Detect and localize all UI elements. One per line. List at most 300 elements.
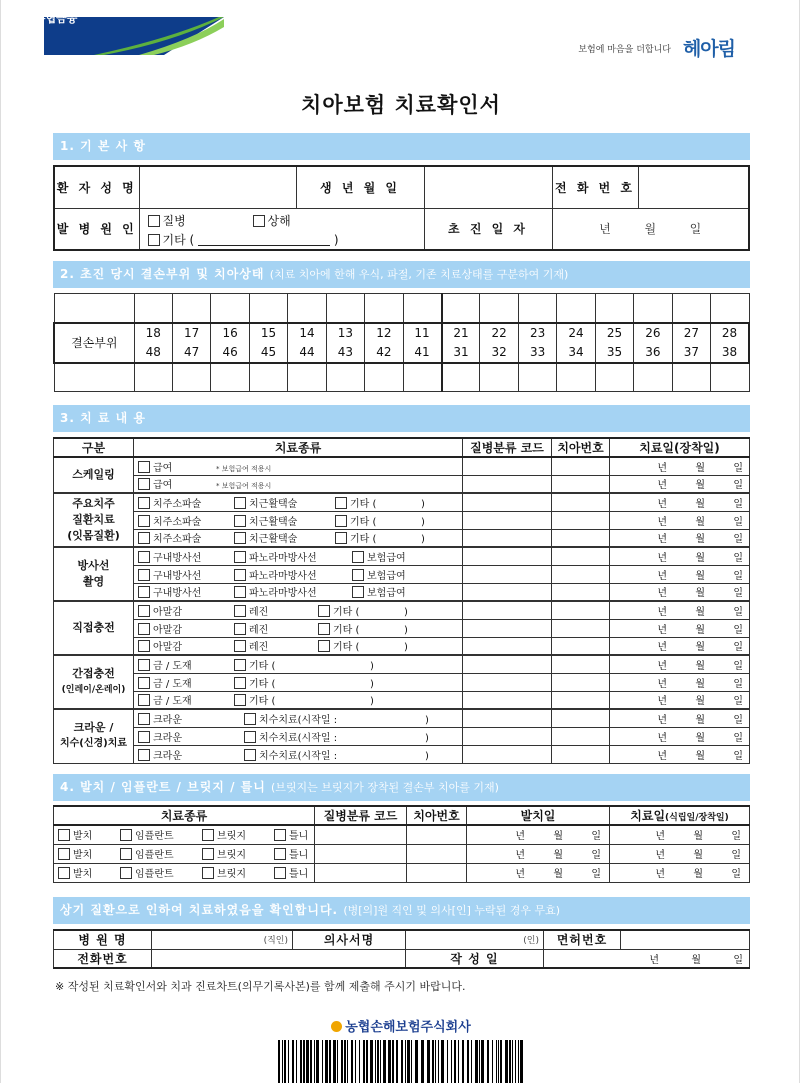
option[interactable] [138, 675, 228, 690]
blank-label-cell [54, 363, 134, 392]
disease-code-cell[interactable] [463, 691, 552, 709]
option[interactable] [138, 549, 228, 564]
treatment-group-label [54, 457, 134, 493]
option-label: 치주소파술 [153, 534, 202, 546]
paren: ) [425, 714, 429, 726]
tooth-number-cell[interactable] [552, 475, 610, 493]
checkbox[interactable] [138, 623, 150, 635]
option[interactable] [58, 865, 116, 880]
section-2-heading: 2. 초진 당시 결손부위 및 치아상태 [60, 267, 265, 281]
tooth-number-cell[interactable] [407, 825, 467, 844]
phone-label: 전 화 번 호 [552, 166, 638, 208]
option[interactable] [120, 846, 198, 861]
disease-code-cell[interactable] [315, 825, 407, 844]
tooth-number-cell[interactable] [552, 601, 610, 619]
tooth-number-cell[interactable] [552, 583, 610, 601]
option[interactable] [138, 584, 228, 599]
option[interactable] [234, 567, 346, 582]
license-label: 면허번호 [544, 930, 621, 949]
tooth-status-cell[interactable] [288, 363, 326, 392]
tooth-status-cell[interactable] [403, 363, 441, 392]
checkbox[interactable] [148, 215, 160, 227]
barcode-bar [520, 1040, 523, 1083]
tooth-status-cell[interactable] [288, 294, 326, 323]
option[interactable] [274, 865, 315, 880]
option[interactable] [58, 827, 116, 842]
treatment-row [54, 475, 750, 493]
checkbox[interactable] [335, 515, 347, 527]
option[interactable] [234, 513, 329, 528]
checkbox[interactable] [138, 569, 150, 581]
tooth-blank-row [54, 294, 749, 323]
option[interactable] [274, 846, 315, 861]
tooth-status-cell[interactable] [480, 294, 518, 323]
patient-name-label: 환 자 성 명 [54, 166, 139, 208]
checkbox[interactable] [234, 515, 246, 527]
option[interactable] [138, 621, 228, 636]
option[interactable] [138, 459, 210, 474]
option[interactable] [138, 747, 238, 762]
tooth-status-cell[interactable] [365, 363, 403, 392]
tooth-status-cell[interactable] [442, 294, 480, 323]
tooth-number-cell[interactable] [552, 709, 610, 727]
treatment-date-cell[interactable] [610, 475, 750, 493]
license-field[interactable] [621, 930, 750, 949]
treatment-options [134, 511, 463, 529]
tooth-number-cell[interactable] [552, 529, 610, 547]
tooth-number: 17 [172, 323, 210, 343]
option[interactable] [202, 846, 270, 861]
tooth-status-cell[interactable] [134, 363, 172, 392]
option[interactable] [138, 495, 228, 510]
option[interactable] [244, 747, 419, 762]
tooth-status-cell[interactable] [249, 363, 287, 392]
patient-name-field[interactable] [139, 166, 296, 208]
col-date-note: (식립일/장착일) [665, 813, 729, 823]
tooth-number: 43 [326, 343, 364, 363]
option[interactable] [234, 584, 346, 599]
group-label-line: 주요치주 [72, 497, 115, 510]
disease-code-cell[interactable] [463, 511, 552, 529]
day-label: 일 [733, 588, 743, 600]
blank-label-cell [54, 294, 134, 323]
year-label: 년 [657, 714, 667, 726]
doctor-sign-field[interactable] [406, 930, 544, 949]
checkbox[interactable] [138, 640, 150, 652]
tooth-status-cell[interactable] [518, 294, 556, 323]
option[interactable] [335, 530, 415, 545]
tooth-chart [53, 293, 750, 392]
disease-code-cell[interactable] [463, 547, 552, 565]
disease-code-cell[interactable] [463, 529, 552, 547]
checkbox[interactable] [234, 659, 246, 671]
checkbox[interactable] [234, 605, 246, 617]
disease-code-cell[interactable] [315, 863, 407, 882]
company-name [1, 1016, 800, 1035]
checkbox[interactable] [335, 532, 347, 544]
tooth-number-cell[interactable] [552, 655, 610, 673]
checkbox[interactable] [274, 848, 286, 860]
option-label: 틀니 [289, 850, 309, 861]
year-label: 년 [657, 498, 667, 510]
day-label: 일 [731, 831, 741, 843]
checkbox[interactable] [120, 867, 132, 879]
checkbox[interactable] [58, 829, 70, 841]
checkbox[interactable] [234, 497, 246, 509]
group-label-line: (잇몸질환) [67, 529, 120, 542]
option[interactable] [335, 513, 415, 528]
tooth-status-cell[interactable] [211, 363, 249, 392]
checkbox[interactable] [234, 551, 246, 563]
tooth-status-cell[interactable] [557, 363, 595, 392]
checkbox[interactable] [234, 569, 246, 581]
day-label: 일 [591, 850, 601, 861]
checkbox[interactable] [138, 749, 150, 761]
tooth-status-cell[interactable] [249, 294, 287, 323]
year-label: 년 [655, 869, 665, 880]
checkbox[interactable] [318, 605, 330, 617]
treatment-date-cell[interactable] [610, 745, 750, 763]
checkbox[interactable] [244, 731, 256, 743]
checkbox[interactable] [352, 551, 364, 563]
checkbox[interactable] [148, 234, 160, 246]
year-label: 년 [657, 696, 667, 708]
treat-date-cell[interactable] [610, 844, 750, 863]
treatment-date-cell[interactable] [610, 511, 750, 529]
checkbox[interactable] [234, 640, 246, 652]
tooth-status-cell[interactable] [557, 294, 595, 323]
slogan: 보험에 마음을 더합니다 [578, 45, 671, 55]
document-title: 치아보험 치료확인서 [301, 93, 501, 117]
option[interactable] [234, 657, 364, 672]
tooth-number: 22 [480, 323, 518, 343]
implant-row [54, 844, 750, 863]
checkbox[interactable] [58, 848, 70, 860]
treatment-date-cell[interactable] [610, 655, 750, 673]
tooth-number: 15 [249, 323, 287, 343]
disease-code-cell[interactable] [463, 745, 552, 763]
treatment-date-cell[interactable] [610, 691, 750, 709]
treatment-row [54, 493, 750, 511]
checkbox[interactable] [318, 623, 330, 635]
option[interactable] [138, 711, 238, 726]
treatment-group-label [54, 547, 134, 601]
implant-row [54, 863, 750, 882]
col-date [610, 806, 750, 825]
tooth-status-cell[interactable] [172, 294, 210, 323]
tooth-number-cell[interactable] [552, 727, 610, 745]
treatment-row [54, 619, 750, 637]
treatment-options [134, 457, 463, 475]
tooth-status-cell[interactable] [442, 363, 480, 392]
checkbox[interactable] [138, 605, 150, 617]
tooth-status-cell[interactable] [326, 294, 364, 323]
cause-disease-option[interactable] [148, 212, 186, 229]
option[interactable] [138, 513, 228, 528]
option[interactable] [318, 603, 398, 618]
checkbox[interactable] [234, 677, 246, 689]
option[interactable] [234, 675, 364, 690]
month-label: 월 [695, 750, 705, 762]
group-label-line: (인레이/온레이) [61, 685, 126, 695]
disease-code-cell[interactable] [463, 493, 552, 511]
option[interactable] [138, 692, 228, 707]
paren: ) [404, 642, 408, 654]
checkbox[interactable] [335, 497, 347, 509]
treatment-row [54, 709, 750, 727]
section-3-bar [53, 405, 750, 432]
option[interactable] [234, 603, 312, 618]
month-label: 월 [695, 498, 705, 510]
treatment-date-cell[interactable] [610, 547, 750, 565]
checkbox[interactable] [138, 731, 150, 743]
disease-code-cell[interactable] [463, 637, 552, 655]
cause-injury-option[interactable] [253, 212, 291, 229]
checkbox[interactable] [138, 694, 150, 706]
barcode-bar [292, 1040, 294, 1083]
treatment-date-cell[interactable] [610, 637, 750, 655]
tooth-status-cell[interactable] [172, 363, 210, 392]
checkbox[interactable] [138, 677, 150, 689]
cause-other-option[interactable] [148, 231, 339, 248]
checkbox[interactable] [120, 829, 132, 841]
option[interactable] [318, 638, 398, 653]
treat-date-cell[interactable] [610, 863, 750, 882]
checkbox[interactable] [202, 867, 214, 879]
option[interactable] [234, 621, 312, 636]
tooth-status-cell[interactable] [403, 294, 441, 323]
first-visit-label: 초 진 일 자 [424, 208, 552, 250]
disease-code-cell[interactable] [463, 655, 552, 673]
option[interactable] [244, 729, 419, 744]
treatment-date-cell[interactable] [610, 583, 750, 601]
tooth-status-cell[interactable] [134, 294, 172, 323]
tooth-number: 34 [557, 343, 595, 363]
tooth-status-cell[interactable] [595, 294, 633, 323]
disease-code-cell[interactable] [463, 565, 552, 583]
first-visit-field[interactable] [552, 208, 749, 250]
option[interactable] [120, 865, 198, 880]
tooth-status-cell[interactable] [365, 294, 403, 323]
tooth-status-cell[interactable] [480, 363, 518, 392]
option[interactable] [202, 827, 270, 842]
extract-date-cell[interactable] [467, 863, 610, 882]
barcode-bar [505, 1040, 508, 1083]
checkbox[interactable] [138, 478, 150, 490]
checkbox[interactable] [138, 713, 150, 725]
option-label: 아말감 [153, 642, 182, 654]
disease-code-cell[interactable] [463, 475, 552, 493]
treatment-date-cell[interactable] [610, 727, 750, 745]
option[interactable] [352, 549, 406, 564]
checkbox[interactable] [138, 586, 150, 598]
option-label: 기타 ( [249, 678, 276, 690]
option[interactable] [138, 729, 238, 744]
phone-field[interactable] [638, 166, 749, 208]
option-label: 레진 [249, 606, 269, 618]
checkbox[interactable] [274, 829, 286, 841]
option[interactable] [234, 549, 346, 564]
option[interactable] [352, 567, 406, 582]
checkbox[interactable] [234, 694, 246, 706]
tooth-number-cell[interactable] [552, 673, 610, 691]
barcode-bar [325, 1040, 328, 1083]
tooth-number: 47 [172, 343, 210, 363]
option[interactable] [234, 638, 312, 653]
treatment-date-cell[interactable] [610, 529, 750, 547]
option[interactable] [274, 827, 315, 842]
birth-date-field[interactable] [424, 166, 552, 208]
checkbox[interactable] [234, 586, 246, 598]
tooth-status-cell[interactable] [711, 363, 749, 392]
checkbox[interactable] [138, 659, 150, 671]
checkbox[interactable] [352, 569, 364, 581]
disease-code-cell[interactable] [463, 601, 552, 619]
tooth-status-cell[interactable] [595, 363, 633, 392]
checkbox[interactable] [138, 497, 150, 509]
option[interactable] [318, 621, 398, 636]
barcode-bar [300, 1040, 302, 1083]
barcode-bar [282, 1040, 283, 1083]
barcode-bar [347, 1040, 348, 1083]
option-label: 아말감 [153, 624, 182, 636]
option[interactable] [138, 530, 228, 545]
tooth-number-cell[interactable] [407, 844, 467, 863]
option[interactable] [244, 711, 419, 726]
checkbox[interactable] [138, 551, 150, 563]
tooth-number-cell[interactable] [552, 565, 610, 583]
tooth-number-cell[interactable] [552, 619, 610, 637]
implant-table [53, 805, 750, 883]
treatment-date-cell[interactable] [610, 601, 750, 619]
option[interactable] [138, 567, 228, 582]
option[interactable] [234, 530, 329, 545]
option[interactable] [335, 495, 415, 510]
treatment-options [134, 745, 463, 763]
sign-mark: (인) [523, 936, 539, 947]
disease-code-cell[interactable] [463, 709, 552, 727]
lower-teeth-row [54, 343, 749, 363]
other-blank[interactable] [198, 234, 330, 246]
tooth-number-cell[interactable] [552, 547, 610, 565]
tooth-status-cell[interactable] [518, 363, 556, 392]
checkbox[interactable] [202, 829, 214, 841]
disease-code-cell[interactable] [463, 619, 552, 637]
treatment-date-cell[interactable] [610, 457, 750, 475]
treatment-row [54, 601, 750, 619]
barcode-bar [475, 1040, 478, 1083]
checkbox[interactable] [244, 749, 256, 761]
barcode-bar [333, 1040, 336, 1083]
written-date-field[interactable] [544, 949, 750, 968]
option[interactable] [234, 692, 364, 707]
tooth-number-cell[interactable] [552, 511, 610, 529]
option[interactable] [58, 846, 116, 861]
checkbox[interactable] [234, 532, 246, 544]
checkbox[interactable] [58, 867, 70, 879]
tooth-number-cell[interactable] [552, 691, 610, 709]
disease-code-cell[interactable] [463, 583, 552, 601]
option[interactable] [138, 657, 228, 672]
treat-date-cell[interactable] [610, 825, 750, 844]
barcode-bar [458, 1040, 459, 1083]
checkbox[interactable] [120, 848, 132, 860]
disease-code-cell[interactable] [463, 457, 552, 475]
option[interactable] [120, 827, 198, 842]
option-label: 브릿지 [217, 831, 246, 843]
hospital-name-field[interactable] [152, 930, 293, 949]
tooth-status-cell[interactable] [634, 294, 672, 323]
option[interactable] [138, 638, 228, 653]
treatment-date-cell[interactable] [610, 619, 750, 637]
tooth-number-cell[interactable] [552, 457, 610, 475]
group-label-line: 간접충전 [72, 667, 115, 680]
extract-date-cell[interactable] [467, 844, 610, 863]
tooth-number-cell[interactable] [552, 493, 610, 511]
treatment-date-cell[interactable] [610, 673, 750, 691]
checkbox[interactable] [352, 586, 364, 598]
checkbox[interactable] [202, 848, 214, 860]
month-label: 월 [695, 480, 705, 492]
tooth-number: 14 [288, 323, 326, 343]
checkbox[interactable] [244, 713, 256, 725]
treatment-date-cell[interactable] [610, 565, 750, 583]
tooth-status-cell[interactable] [711, 294, 749, 323]
checkbox[interactable] [234, 623, 246, 635]
option-label: 기타 ( [249, 660, 276, 672]
extract-date-cell[interactable] [467, 825, 610, 844]
checkbox[interactable] [138, 461, 150, 473]
year-label: 년 [599, 222, 611, 237]
tooth-status-cell[interactable] [672, 363, 710, 392]
option-label: 치근활택술 [249, 516, 298, 528]
checkbox[interactable] [253, 215, 265, 227]
tooth-number-cell[interactable] [407, 863, 467, 882]
option-label: 발치 [73, 831, 93, 843]
barcode-bar [329, 1040, 331, 1083]
tooth-status-cell[interactable] [634, 363, 672, 392]
barcode-bar [296, 1040, 297, 1083]
disease-code-cell[interactable] [315, 844, 407, 863]
treatment-date-cell[interactable] [610, 709, 750, 727]
tooth-status-cell[interactable] [326, 363, 364, 392]
checkbox[interactable] [318, 640, 330, 652]
hospital-phone-field[interactable] [152, 949, 406, 968]
tooth-status-cell[interactable] [211, 294, 249, 323]
option[interactable] [138, 603, 228, 618]
treatment-row [54, 529, 750, 547]
option[interactable] [352, 584, 406, 599]
tooth-number-cell[interactable] [552, 745, 610, 763]
day-label: 일 [733, 660, 743, 672]
option[interactable] [202, 865, 270, 880]
tooth-status-cell[interactable] [672, 294, 710, 323]
day-label: 일 [733, 570, 743, 582]
checkbox[interactable] [138, 532, 150, 544]
option[interactable] [138, 476, 210, 491]
month-label: 월 [695, 462, 705, 474]
disease-code-cell[interactable] [463, 727, 552, 745]
tooth-number-cell[interactable] [552, 637, 610, 655]
barcode-bar [454, 1040, 456, 1083]
disease-code-cell[interactable] [463, 673, 552, 691]
treatment-options [134, 547, 463, 565]
treatment-date-cell[interactable] [610, 493, 750, 511]
option[interactable] [234, 495, 329, 510]
barcode-bar [487, 1040, 489, 1083]
checkbox[interactable] [274, 867, 286, 879]
checkbox[interactable] [138, 515, 150, 527]
